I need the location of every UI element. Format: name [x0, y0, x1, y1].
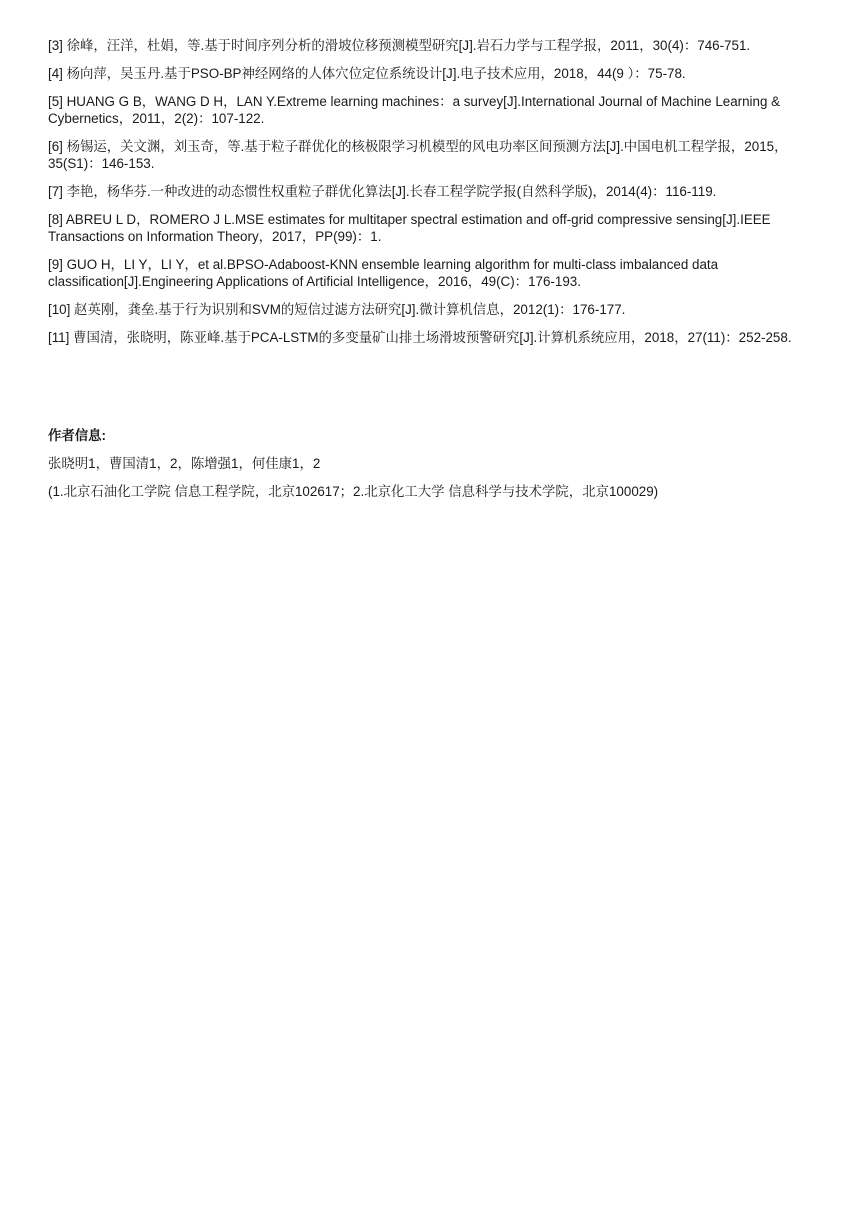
author-info-heading: 作者信息:: [48, 428, 107, 443]
author-affiliations: (1.北京石油化工学院 信息工程学院，北京102617；2.北京化工大学 信息科学与技术学院，北京100029): [48, 484, 659, 499]
reference-item: [5] HUANG G B，WANG D H，LAN Y.Extreme learning machines：a survey[J].International Journal of Machine Learning & Cybernetics，2011，2(2)：107-122.: [48, 94, 781, 126]
page-content: [48, 37, 824, 511]
reference-list: [48, 37, 824, 346]
reference-item: [3] 徐峰，汪洋，杜娟，等.基于时间序列分析的滑坡位移预测模型研究[J].岩石力学与工程学报，2011，30(4)：746-751.: [48, 38, 751, 53]
reference-item: [6] 杨锡运，关文渊，刘玉奇，等.基于粒子群优化的核极限学习机模型的风电功率区间预测方法[J].中国电机工程学报，2015，35(S1)：146-153.: [48, 139, 788, 171]
reference-item: [11] 曹国清，张晓明，陈亚峰.基于PCA-LSTM的多变量矿山排土场滑坡预警研究[J].计算机系统应用，2018，27(11)：252-258.: [48, 330, 792, 345]
reference-item: [10] 赵英刚，龚垒.基于行为识别和SVM的短信过滤方法研究[J].微计算机信息，2012(1)：176-177.: [48, 302, 626, 317]
reference-item: [4] 杨向萍，吴玉丹.基于PSO-BP神经网络的人体穴位定位系统设计[J].电子技术应用，2018，44(9 ）：75-78.: [48, 66, 686, 81]
reference-item: [9] GUO H，LI Y，LI Y，et al.BPSO-Adaboost-KNN ensemble learning algorithm for multi-class imbalanced data classification[J].Engineering Applications of Artificial Intelligence，2016，49(C)：176-193.: [48, 257, 719, 289]
section-spacer: [48, 357, 824, 427]
reference-item: [7] 李艳，杨华芬.一种改进的动态惯性权重粒子群优化算法[J].长春工程学院学报(自然科学版)，2014(4)：116-119.: [48, 184, 717, 199]
reference-item: [8] ABREU L D，ROMERO J L.MSE estimates for multitaper spectral estimation and off-grid compressive sensing[J].IEEE Transactions on Information Theory，2017，PP(99)：1.: [48, 212, 771, 244]
author-names: 张晓明1，曹国清1，2，陈增强1，何佳康1，2: [48, 456, 321, 471]
author-info-section: [48, 427, 824, 500]
